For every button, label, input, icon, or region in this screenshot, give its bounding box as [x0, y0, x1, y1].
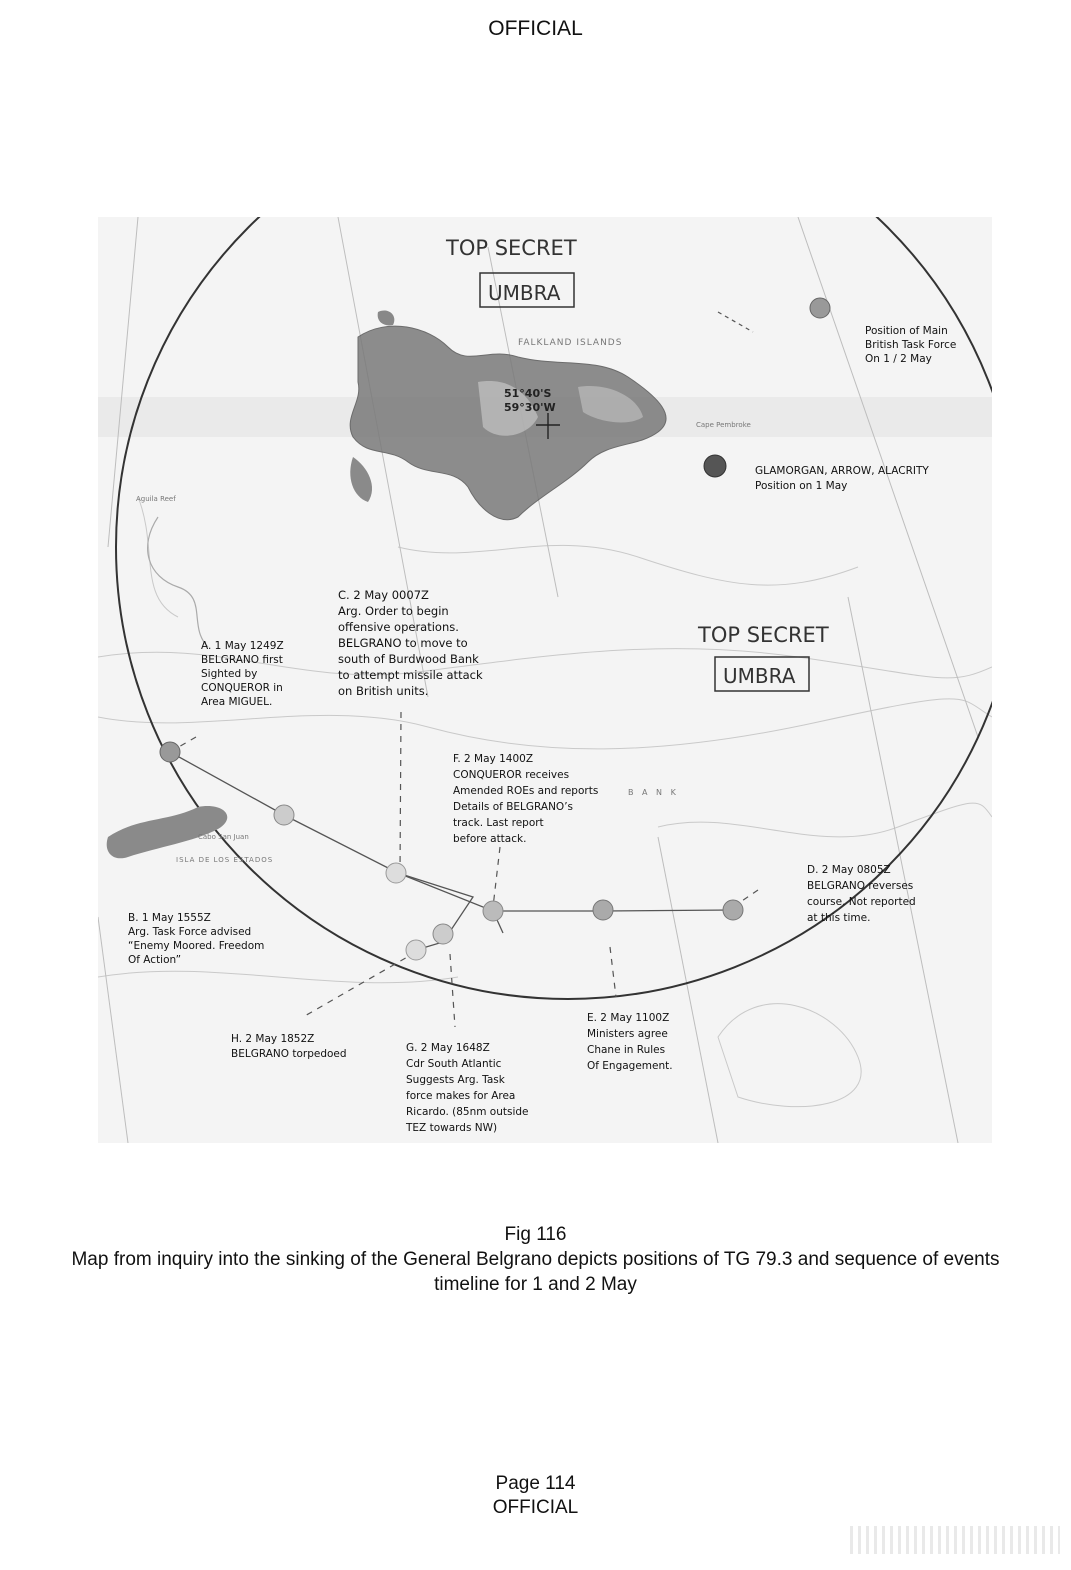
event-g-marker: [433, 924, 453, 944]
glamorgan-group-marker: [704, 455, 726, 477]
cape-label: Cape Pembroke: [696, 421, 751, 429]
event-b-marker: [274, 805, 294, 825]
aguila-reef-label: Aguila Reef: [136, 495, 176, 503]
event-c-marker: [386, 863, 406, 883]
position-lat: 51°40'S: [504, 387, 552, 400]
umbra-stamp-2: UMBRA: [723, 664, 796, 688]
annotation-event-a: A. 1 May 1249Z BELGRANO first Sighted by CONQUEROR in Area MIGUEL.: [201, 640, 284, 708]
top-secret-stamp-1: TOP SECRET: [446, 236, 577, 260]
belgrano-map: [98, 217, 992, 1143]
scroll-indicator[interactable]: [850, 1526, 1060, 1554]
annotation-glamorgan: GLAMORGAN, ARROW, ALACRITY Position on 1 May: [755, 465, 929, 492]
event-e-marker: [593, 900, 613, 920]
page-number: Page 114: [495, 1473, 576, 1494]
map-background: [98, 217, 992, 1143]
annotation-main-task-force: Position of Main British Task Force On 1 / 2 May: [865, 325, 957, 365]
figure-caption: Map from inquiry into the sinking of the General Belgrano depicts positions of TG 79.3 and sequence of events timeline for 1 and 2 May: [71, 1249, 1000, 1295]
annotation-event-e: E. 2 May 1100Z Ministers agree Chane in Rules Of Engagement.: [587, 1012, 673, 1072]
top-secret-stamp-2: TOP SECRET: [698, 623, 829, 647]
event-d-marker: [723, 900, 743, 920]
event-a-marker: [160, 742, 180, 762]
bank-label: B A N K: [628, 788, 679, 797]
figure-number: Fig 116: [504, 1224, 567, 1245]
position-lon: 59°30'W: [504, 401, 556, 414]
event-f-marker: [483, 901, 503, 921]
cabo-san-juan-label: Cabo San Juan: [198, 833, 249, 841]
falkland-islands-label: FALKLAND ISLANDS: [518, 338, 623, 348]
annotation-event-g: G. 2 May 1648Z Cdr South Atlantic Suggests Arg. Task force makes for Area Ricardo. (85nm outside TEZ towards NW): [406, 1042, 529, 1134]
event-h-marker: [406, 940, 426, 960]
annotation-event-c: C. 2 May 0007Z Arg. Order to begin offensive operations. BELGRANO to move to south of Burdwood Bank to attempt missile attack on British units.: [338, 588, 483, 698]
annotation-event-b: B. 1 May 1555Z Arg. Task Force advised “Enemy Moored. Freedom Of Action”: [128, 912, 265, 966]
main-task-force-marker: [810, 298, 830, 318]
umbra-stamp-1: UMBRA: [488, 281, 561, 305]
isla-de-los-estados-label: ISLA DE LOS ESTADOS: [176, 856, 274, 864]
annotation-event-d: D. 2 May 0805Z BELGRANO reverses course. Not reported at this time.: [807, 864, 916, 924]
annotation-event-h: H. 2 May 1852Z BELGRANO torpedoed: [231, 1033, 347, 1060]
page-header: OFFICIAL: [488, 17, 583, 40]
annotation-event-f: F. 2 May 1400Z CONQUEROR receives Amended ROEs and reports Details of BELGRANO’s track. Last report before attack.: [453, 753, 599, 845]
page-footer: OFFICIAL: [492, 1497, 579, 1518]
